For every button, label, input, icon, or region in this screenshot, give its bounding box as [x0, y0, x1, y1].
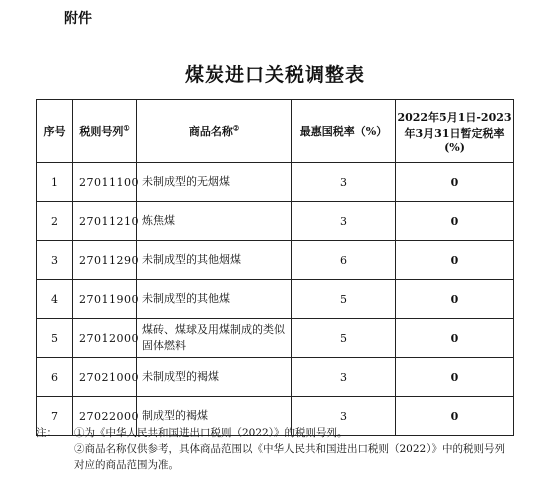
row-name: 未制成型的其他烟煤: [137, 241, 292, 280]
row-name: 未制成型的无烟煤: [137, 163, 292, 202]
footnote-mark-1: ①: [123, 123, 130, 133]
header-temp-rate: [396, 100, 514, 163]
row-name: 炼焦煤: [137, 202, 292, 241]
row-code: 27022000: [73, 397, 137, 436]
row-temp-rate: 0: [396, 202, 514, 241]
row-mfn-rate: 3: [292, 397, 396, 436]
row-no: 4: [37, 280, 73, 319]
row-temp-rate: 0: [396, 280, 514, 319]
note-2: ②商品名称仅供参考，具体商品范围以《中华人民共和国进出口税则（2022）》中的税则号列对应的商品范围为准。: [74, 443, 505, 471]
row-no: 2: [37, 202, 73, 241]
notes-section: [36, 425, 513, 473]
header-name-label: 商品名称: [188, 125, 233, 138]
document-title: 煤炭进口关税调整表: [184, 64, 365, 86]
row-name: 煤砖、煤球及用煤制成的类似固体燃料: [137, 319, 292, 358]
header-code-label: 税则号列: [79, 125, 124, 138]
table-row: [37, 163, 514, 202]
row-mfn-rate: 6: [292, 241, 396, 280]
footnote-mark-2: ②: [232, 123, 240, 133]
table-header-row: [37, 100, 514, 163]
header-mfn-rate: 最惠国税率（%）: [292, 100, 396, 163]
header-name: [137, 100, 292, 163]
tariff-table: [36, 99, 514, 436]
table-row: [37, 280, 514, 319]
row-no: 1: [37, 163, 73, 202]
row-code: 27012000: [73, 319, 137, 358]
header-temp-rate-line3: (%): [444, 140, 465, 154]
row-name: 未制成型的其他煤: [137, 280, 292, 319]
header-temp-rate-line1: 2022年5月1日-2023: [397, 110, 512, 124]
row-no: 6: [37, 358, 73, 397]
row-no: 7: [37, 397, 73, 436]
row-mfn-rate: 5: [292, 319, 396, 358]
row-mfn-rate: 3: [292, 358, 396, 397]
notes-spacer: [36, 441, 74, 473]
row-temp-rate: 0: [396, 241, 514, 280]
row-temp-rate: 0: [396, 163, 514, 202]
row-no: 3: [37, 241, 73, 280]
row-name: 制成型的褐煤: [137, 397, 292, 436]
row-code: 27011100: [73, 163, 137, 202]
row-code: 27011210: [73, 202, 137, 241]
table-row: [37, 319, 514, 358]
header-temp-rate-line2: 年3月31日暂定税率: [404, 126, 505, 140]
note-1: ①为《中华人民共和国进出口税则（2022）》的税则号列。: [74, 427, 348, 439]
table-row: [37, 358, 514, 397]
table-row: [37, 241, 514, 280]
row-code: 27011900: [73, 280, 137, 319]
attachment-label: 附件: [64, 11, 92, 27]
notes-label: 注：: [36, 427, 57, 439]
row-mfn-rate: 5: [292, 280, 396, 319]
row-code: 27011290: [73, 241, 137, 280]
table-row: [37, 202, 514, 241]
row-mfn-rate: 3: [292, 163, 396, 202]
row-temp-rate: 0: [396, 319, 514, 358]
row-name: 未制成型的褐煤: [137, 358, 292, 397]
row-temp-rate: 0: [396, 397, 514, 436]
row-mfn-rate: 3: [292, 202, 396, 241]
header-code: [73, 100, 137, 163]
row-temp-rate: 0: [396, 358, 514, 397]
row-code: 27021000: [73, 358, 137, 397]
row-no: 5: [37, 319, 73, 358]
header-no: 序号: [37, 100, 73, 163]
